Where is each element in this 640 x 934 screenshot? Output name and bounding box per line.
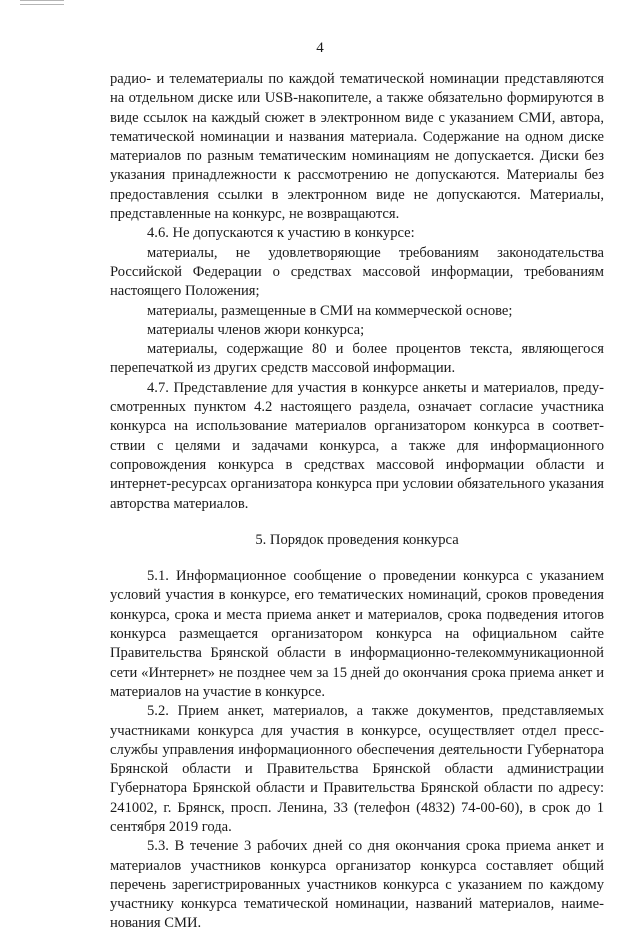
paragraph: 5.2. Прием анкет, материалов, а также документов, представляемых участниками конкурса для участия в конкурсе, осуществляет отдел прессслужбы управления информационного обеспечения деятельности Губернатора Брянской области и Правительства Брянской области администрации Губернатора Брянской области и Правительства Брянской области по адресу: 241002, г. Брянск, просп. Ленина, 33 (телефон (4832) 74-00-60), в срок до 1 сентября 2019 года. [110, 703, 604, 835]
scan-corner-mark [20, 0, 64, 5]
page-number: 4 [316, 40, 324, 56]
paragraph: радио- и телематериалы по каждой тематической номинации представляются на отдельном диске или USB-накопителе, а также обязательно формируются в виде ссылок на каждый сюжет в электронном виде с указанием СМИ, автора, тематической номинации и названия материала. Содержание на одном диске материалов по разным тематическим номинациям не допускается. Диски без указания принадлежности к рассмотрению не допускаются. Материалы без предоставления ссылки в электронном виде не допускаются. Материалы, представленные на конкурс, не возвращаются. [110, 71, 604, 223]
paragraph: 4.7. Представление для участия в конкурсе анкеты и материалов, предусмотренных пунктом 4.2 настоящего раздела, означает согласие участника конкурса на использование материалов организатором конкурса в соответствии с целями и задачами конкурса, а также для информационного сопровождения конкурса в средствах массовой информации области и интернет-ресурсах организатора конкурса при условии обязательного указания авторства материалов. [110, 379, 604, 512]
paragraph: материалы, содержащие 80 и более процентов текста, являющегося перепечаткой из других средств массовой информации. [110, 341, 604, 377]
section-heading: 5. Порядок проведения конкурса [255, 531, 459, 548]
paragraph: материалы, размещенные в СМИ на коммерческой основе; [147, 302, 513, 319]
paragraph: 5.3. В течение 3 рабочих дней со дня окончания срока приема анкет и материалов участников конкурса организатор конкурса составляет общий перечень зарегистрированных участников конкурса с указанием по каждому участнику конкурса тематической номинации, названий материалов, наименования СМИ. [110, 838, 604, 932]
section-4-continuation [110, 70, 604, 514]
section-5-body [110, 567, 604, 934]
paragraph: 5.1. Информационное сообщение о проведении конкурса с указанием условий участия в конкурсе, его тематических номинаций, сроков проведения конкурса, срока и места приема анкет и материалов, срока подведения итогов конкурса размещается организатором конкурса на официальном сайте Правительства Брянской области в информационно-телекоммуникационной сети «Интернет» не позднее чем за 15 дней до окончания срока приема анкет и материалов на участие в конкурсе. [110, 568, 604, 700]
paragraph: 4.6. Не допускаются к участию в конкурсе: [147, 225, 415, 242]
paragraph: материалы, не удовлетворяющие требованиям законодательства Российской Федерации о средствах массовой информации, требованиям настоящего Положения; [110, 244, 604, 300]
paragraph: материалы членов жюри конкурса; [147, 321, 365, 338]
document-body [110, 70, 604, 934]
